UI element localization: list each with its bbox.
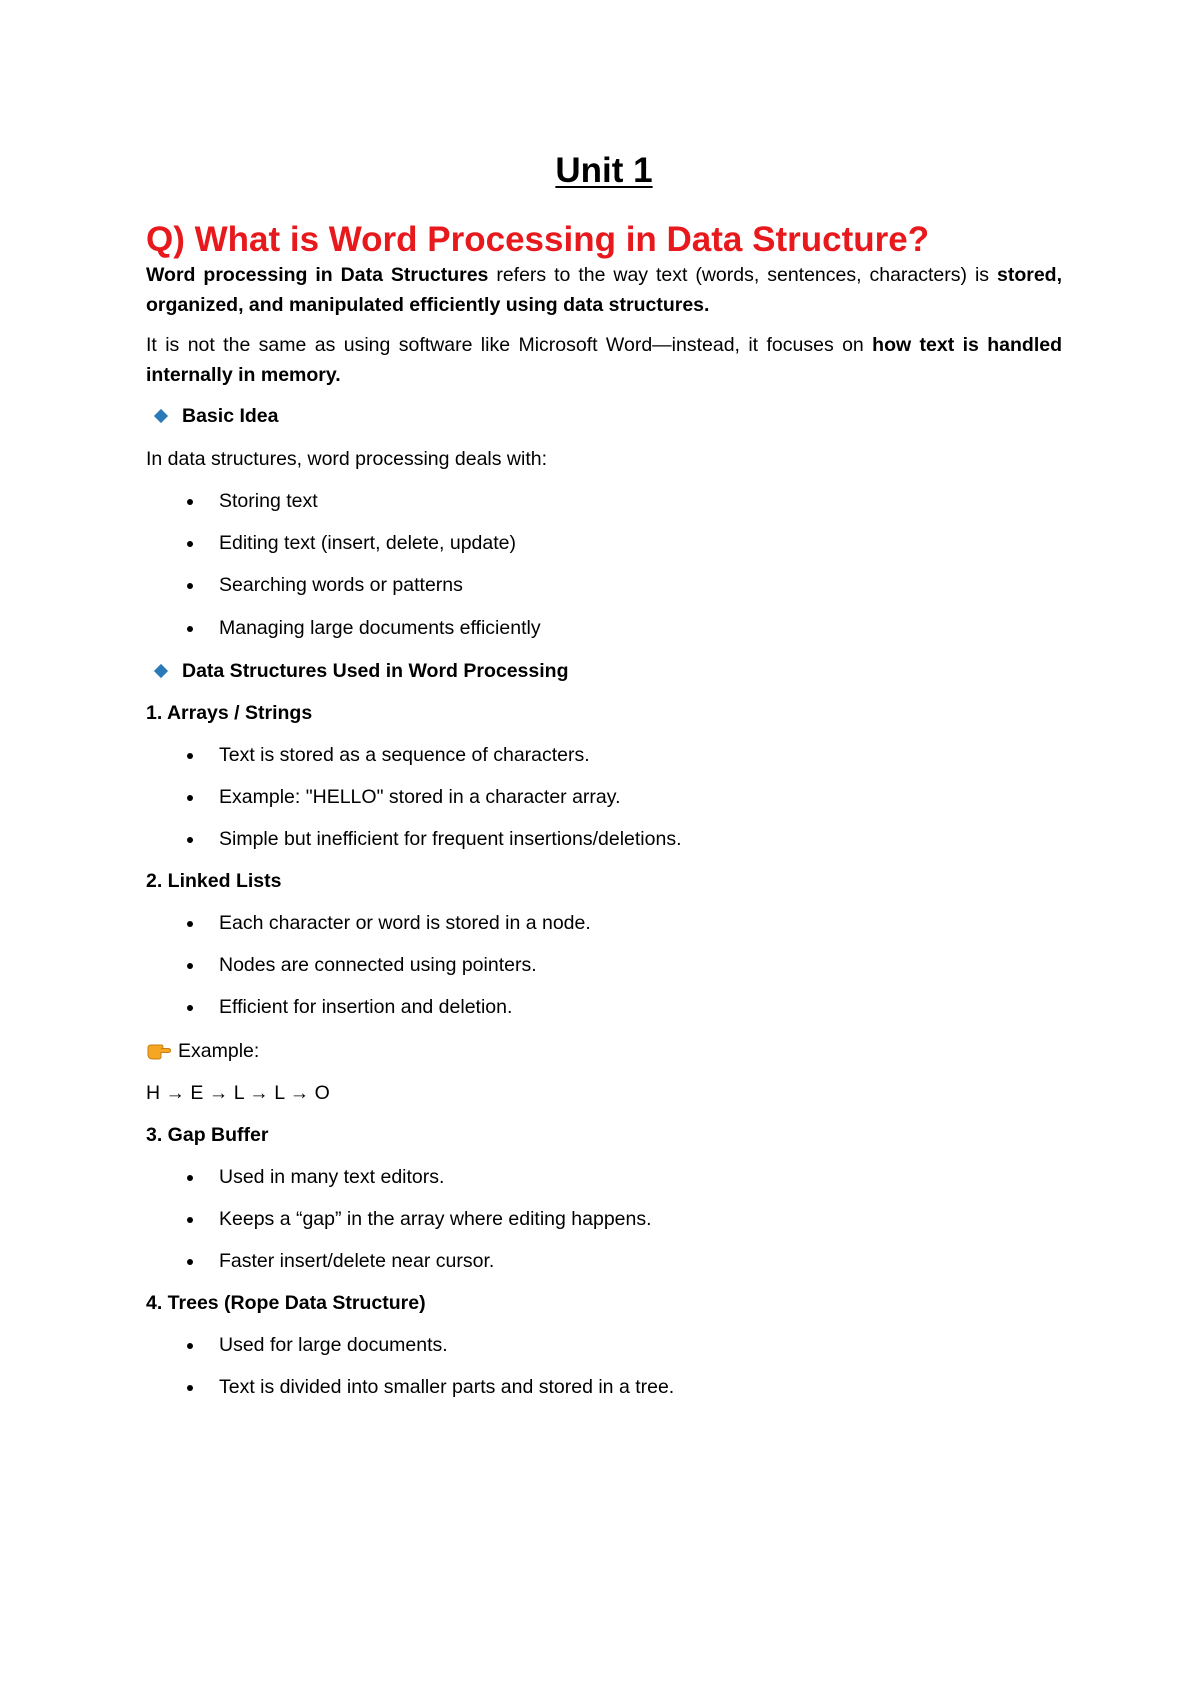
list-item: Storing text [146, 486, 1062, 516]
section-title-trees: 4. Trees (Rope Data Structure) [146, 1292, 426, 1314]
list-item: Efficient for insertion and deletion. [146, 992, 1062, 1022]
bullet-icon [187, 1259, 193, 1265]
list-item: Editing text (insert, delete, update) [146, 528, 1062, 558]
list-item: Text is stored as a sequence of characters. [146, 740, 1062, 770]
list-item: Used for large documents. [146, 1330, 1062, 1360]
gap-buffer-list [146, 1162, 1062, 1276]
ds-used-heading-text: Data Structures Used in Word Processing [182, 660, 569, 682]
intro-bold-term: Word processing in Data Structures [146, 264, 489, 286]
bullet-icon [187, 753, 193, 759]
example-label-line [146, 1036, 1062, 1066]
linked-lists-list [146, 908, 1062, 1022]
diamond-icon [154, 409, 168, 423]
list-item: Example: "HELLO" stored in a character array. [146, 782, 1062, 812]
list-item: Text is divided into smaller parts and stored in a tree. [146, 1372, 1062, 1402]
list-item: Each character or word is stored in a node. [146, 908, 1062, 938]
bullet-icon [187, 1217, 193, 1223]
bullet-icon [187, 541, 193, 547]
basic-idea-heading-text: Basic Idea [182, 405, 279, 427]
bullet-icon [187, 921, 193, 927]
arrays-list [146, 740, 1062, 854]
bullet-icon [187, 583, 193, 589]
intro-text: refers to the way text (words, sentences, characters) is [488, 264, 997, 286]
pointing-hand-icon [146, 1040, 172, 1060]
bullet-icon [187, 1385, 193, 1391]
section-title-arrays: 1. Arrays / Strings [146, 702, 313, 724]
intro-paragraph-1 [146, 260, 1062, 320]
bullet-icon [187, 1005, 193, 1011]
list-item: Faster insert/delete near cursor. [146, 1246, 1062, 1276]
bullet-icon [187, 963, 193, 969]
intro-paragraph-2 [146, 330, 1062, 390]
unit-title: Unit 1 [555, 151, 653, 190]
diamond-icon [154, 664, 168, 678]
section-title-linked-lists: 2. Linked Lists [146, 870, 282, 892]
list-item: Used in many text editors. [146, 1162, 1062, 1192]
list-item: Managing large documents efficiently [146, 613, 1062, 643]
bullet-icon [187, 1343, 193, 1349]
intro-2-bold: how text is handled internally in memory. [146, 334, 1062, 386]
basic-idea-intro: In data structures, word processing deals with: [146, 448, 548, 470]
bullet-icon [187, 795, 193, 801]
section-title-gap-buffer: 3. Gap Buffer [146, 1124, 269, 1146]
list-item: Simple but inefficient for frequent insertions/deletions. [146, 824, 1062, 854]
basic-idea-heading [146, 401, 1062, 431]
example-value: H → E → L → L → O [146, 1082, 330, 1104]
intro-2-text: It is not the same as using software like Microsoft Word—instead, it focuses on [146, 334, 873, 356]
list-item: Searching words or patterns [146, 570, 1062, 600]
list-item: Nodes are connected using pointers. [146, 950, 1062, 980]
bullet-icon [187, 626, 193, 632]
list-item: Keeps a “gap” in the array where editing happens. [146, 1204, 1062, 1234]
bullet-icon [187, 1175, 193, 1181]
basic-idea-list [146, 486, 1062, 643]
question-heading: Q) What is Word Processing in Data Structure? [146, 220, 930, 259]
bullet-icon [187, 837, 193, 843]
intro-bold-definition: stored, organized, and manipulated efficiently using data structures. [146, 264, 1062, 316]
trees-list [146, 1330, 1062, 1402]
example-label: Example: [178, 1040, 260, 1062]
ds-used-heading [146, 656, 1062, 686]
bullet-icon [187, 499, 193, 505]
